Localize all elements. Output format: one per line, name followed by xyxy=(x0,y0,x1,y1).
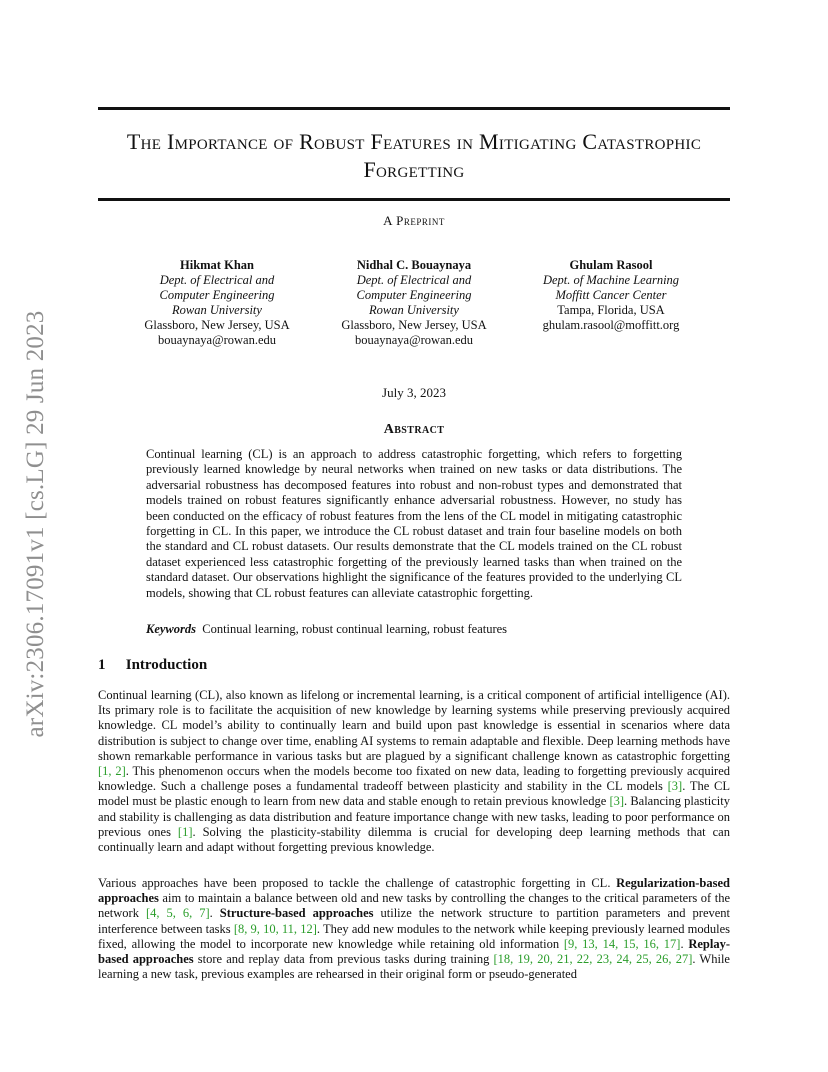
author-organization: Rowan University xyxy=(369,303,459,317)
abstract-heading: Abstract xyxy=(383,422,445,437)
author-dept-line-2: Computer Engineering xyxy=(356,288,472,302)
citation-link[interactable]: [9, 13, 14, 15, 16, 17] xyxy=(563,936,681,951)
section-title: Introduction xyxy=(125,657,208,673)
text-run: . This phenomenon occurs when the models become too fixated on new data, leading to forgetting previously acquired knowledge. Such a challenge poses a fundamental tradeoff between plasticity and stability in the CL models xyxy=(98,764,731,794)
arxiv-identifier-stamp: arXiv:2306.17091v1 [cs.LG] 29 Jun 2023 xyxy=(22,310,49,738)
publication-date: July 3, 2023 xyxy=(382,385,446,400)
text-run: . They add new modules to the network while keeping previously learned modules fixed, allowing the model to incorporate new knowledge while retaining old information xyxy=(98,921,730,951)
author-location: Glassboro, New Jersey, USA xyxy=(144,318,290,332)
preprint-label: A Preprint xyxy=(383,213,445,228)
text-run: . Solving the plasticity-stability dilemma is crucial for developing deep learning methods that can continually learn and adapt without forgetting previous knowledge. xyxy=(98,824,730,855)
author-2 xyxy=(319,258,509,348)
citation-link[interactable]: [3] xyxy=(667,779,683,794)
keywords-list: Continual learning, robust continual learning, robust features xyxy=(202,622,508,636)
author-location: Tampa, Florida, USA xyxy=(557,303,665,317)
author-1 xyxy=(122,258,312,348)
intro-paragraph-1 xyxy=(98,688,730,855)
text-run: store and replay data from previous tasks during training xyxy=(193,952,494,967)
title-bottom-rule xyxy=(98,198,730,201)
bold-term: Replay-based approaches xyxy=(98,936,731,967)
text-run: . xyxy=(680,936,689,951)
text-run: . Balancing plasticity and stability is challenging as data distribution and feature importance change with new tasks, leading to poor performance on previous ones xyxy=(98,794,730,839)
author-name: Hikmat Khan xyxy=(180,258,254,272)
author-location: Glassboro, New Jersey, USA xyxy=(341,318,487,332)
citation-link[interactable]: [18, 19, 20, 21, 22, 23, 24, 25, 26, 27] xyxy=(493,952,693,967)
author-dept-line-1: Dept. of Electrical and xyxy=(159,273,275,287)
text-run: . While learning a new task, previous examples are rehearsed in their original form or pseudo-generated xyxy=(98,952,730,982)
citation-link[interactable]: [1, 2] xyxy=(98,764,126,779)
title-top-rule xyxy=(98,107,730,110)
section-number: 1 xyxy=(98,657,106,673)
author-email: ghulam.rasool@moffitt.org xyxy=(542,318,680,332)
abstract-text: Continual learning (CL) is an approach to address catastrophic forgetting, which refers to forgetting previously learned knowledge by neural networks when trained on new tasks or data distributions. The adversarial robustness has decomposed features into robust and non-robust types and demonstrated that models trained on robust features significantly enhance adversarial robustness. However, no study has been conducted on the efficacy of robust features from the lens of the CL model in mitigating catastrophic forgetting in CL. In this paper, we introduce the CL robust dataset and train four baseline models on both the standard and CL robust datasets. Our results demonstrate that the CL models trained on the CL robust dataset experienced less catastrophic forgetting of the previously learned tasks than when trained on the standard dataset. Our observations highlight the significance of the features provided to the underlying CL models, showing that CL robust features can alleviate catastrophic forgetting. xyxy=(146,447,682,600)
text-run: utilize the network structure to partition parameters and prevent interference between tasks xyxy=(98,906,731,936)
bold-term: Structure-based approaches xyxy=(219,906,374,921)
author-email: bouaynaya@rowan.edu xyxy=(354,333,474,347)
text-run: aim to maintain a balance between old and new tasks by controlling the changes to the critical parameters of the network xyxy=(98,891,730,921)
author-block xyxy=(122,258,706,348)
author-dept-line-2: Computer Engineering xyxy=(159,288,275,302)
bold-term: Regularization-based approaches xyxy=(98,876,730,906)
citation-link[interactable]: [8, 9, 10, 11, 12] xyxy=(233,921,317,936)
keywords-label: Keywords xyxy=(146,622,196,636)
author-organization: Rowan University xyxy=(172,303,262,317)
author-3 xyxy=(516,258,706,348)
citation-link[interactable]: [1] xyxy=(177,824,193,839)
text-run: Continual learning (CL), also known as lifelong or incremental learning, is a critical component of artificial intelligence (AI). Its primary role is to facilitate the acquisition of new knowledge by learning systems while preserving previously acquired knowledge. CL model’s ability to continually learn and build upon past knowledge is essential in scenarios where data distribution is subject to change over time, enabling AI systems to remain adaptable and flexible. Deep learning methods have shown remarkable performance in various tasks but are plagued by a significant challenge known as catastrophic forgetting xyxy=(98,688,730,763)
text-run: . The CL model must be plastic enough to learn from new data and stable enough to retain previous knowledge xyxy=(98,779,730,809)
author-name: Nidhal C. Bouaynaya xyxy=(356,258,472,272)
author-email: bouaynaya@rowan.edu xyxy=(157,333,277,347)
intro-paragraph-2 xyxy=(98,876,730,982)
author-name: Ghulam Rasool xyxy=(569,258,653,272)
keywords-line xyxy=(146,622,682,637)
author-dept-line-1: Dept. of Electrical and xyxy=(356,273,472,287)
section-heading xyxy=(98,657,207,674)
text-run: . xyxy=(209,906,220,921)
paper-title: The Importance of Robust Features in Mitigating Catastrophic Forgetting xyxy=(126,129,702,182)
text-run: Various approaches have been proposed to tackle the challenge of catastrophic forgetting in CL. xyxy=(98,876,617,890)
citation-link[interactable]: [4, 5, 6, 7] xyxy=(145,906,210,921)
author-dept-line-2: Moffitt Cancer Center xyxy=(555,288,667,302)
citation-link[interactable]: [3] xyxy=(609,794,625,809)
author-dept-line-1: Dept. of Machine Learning xyxy=(542,273,680,287)
